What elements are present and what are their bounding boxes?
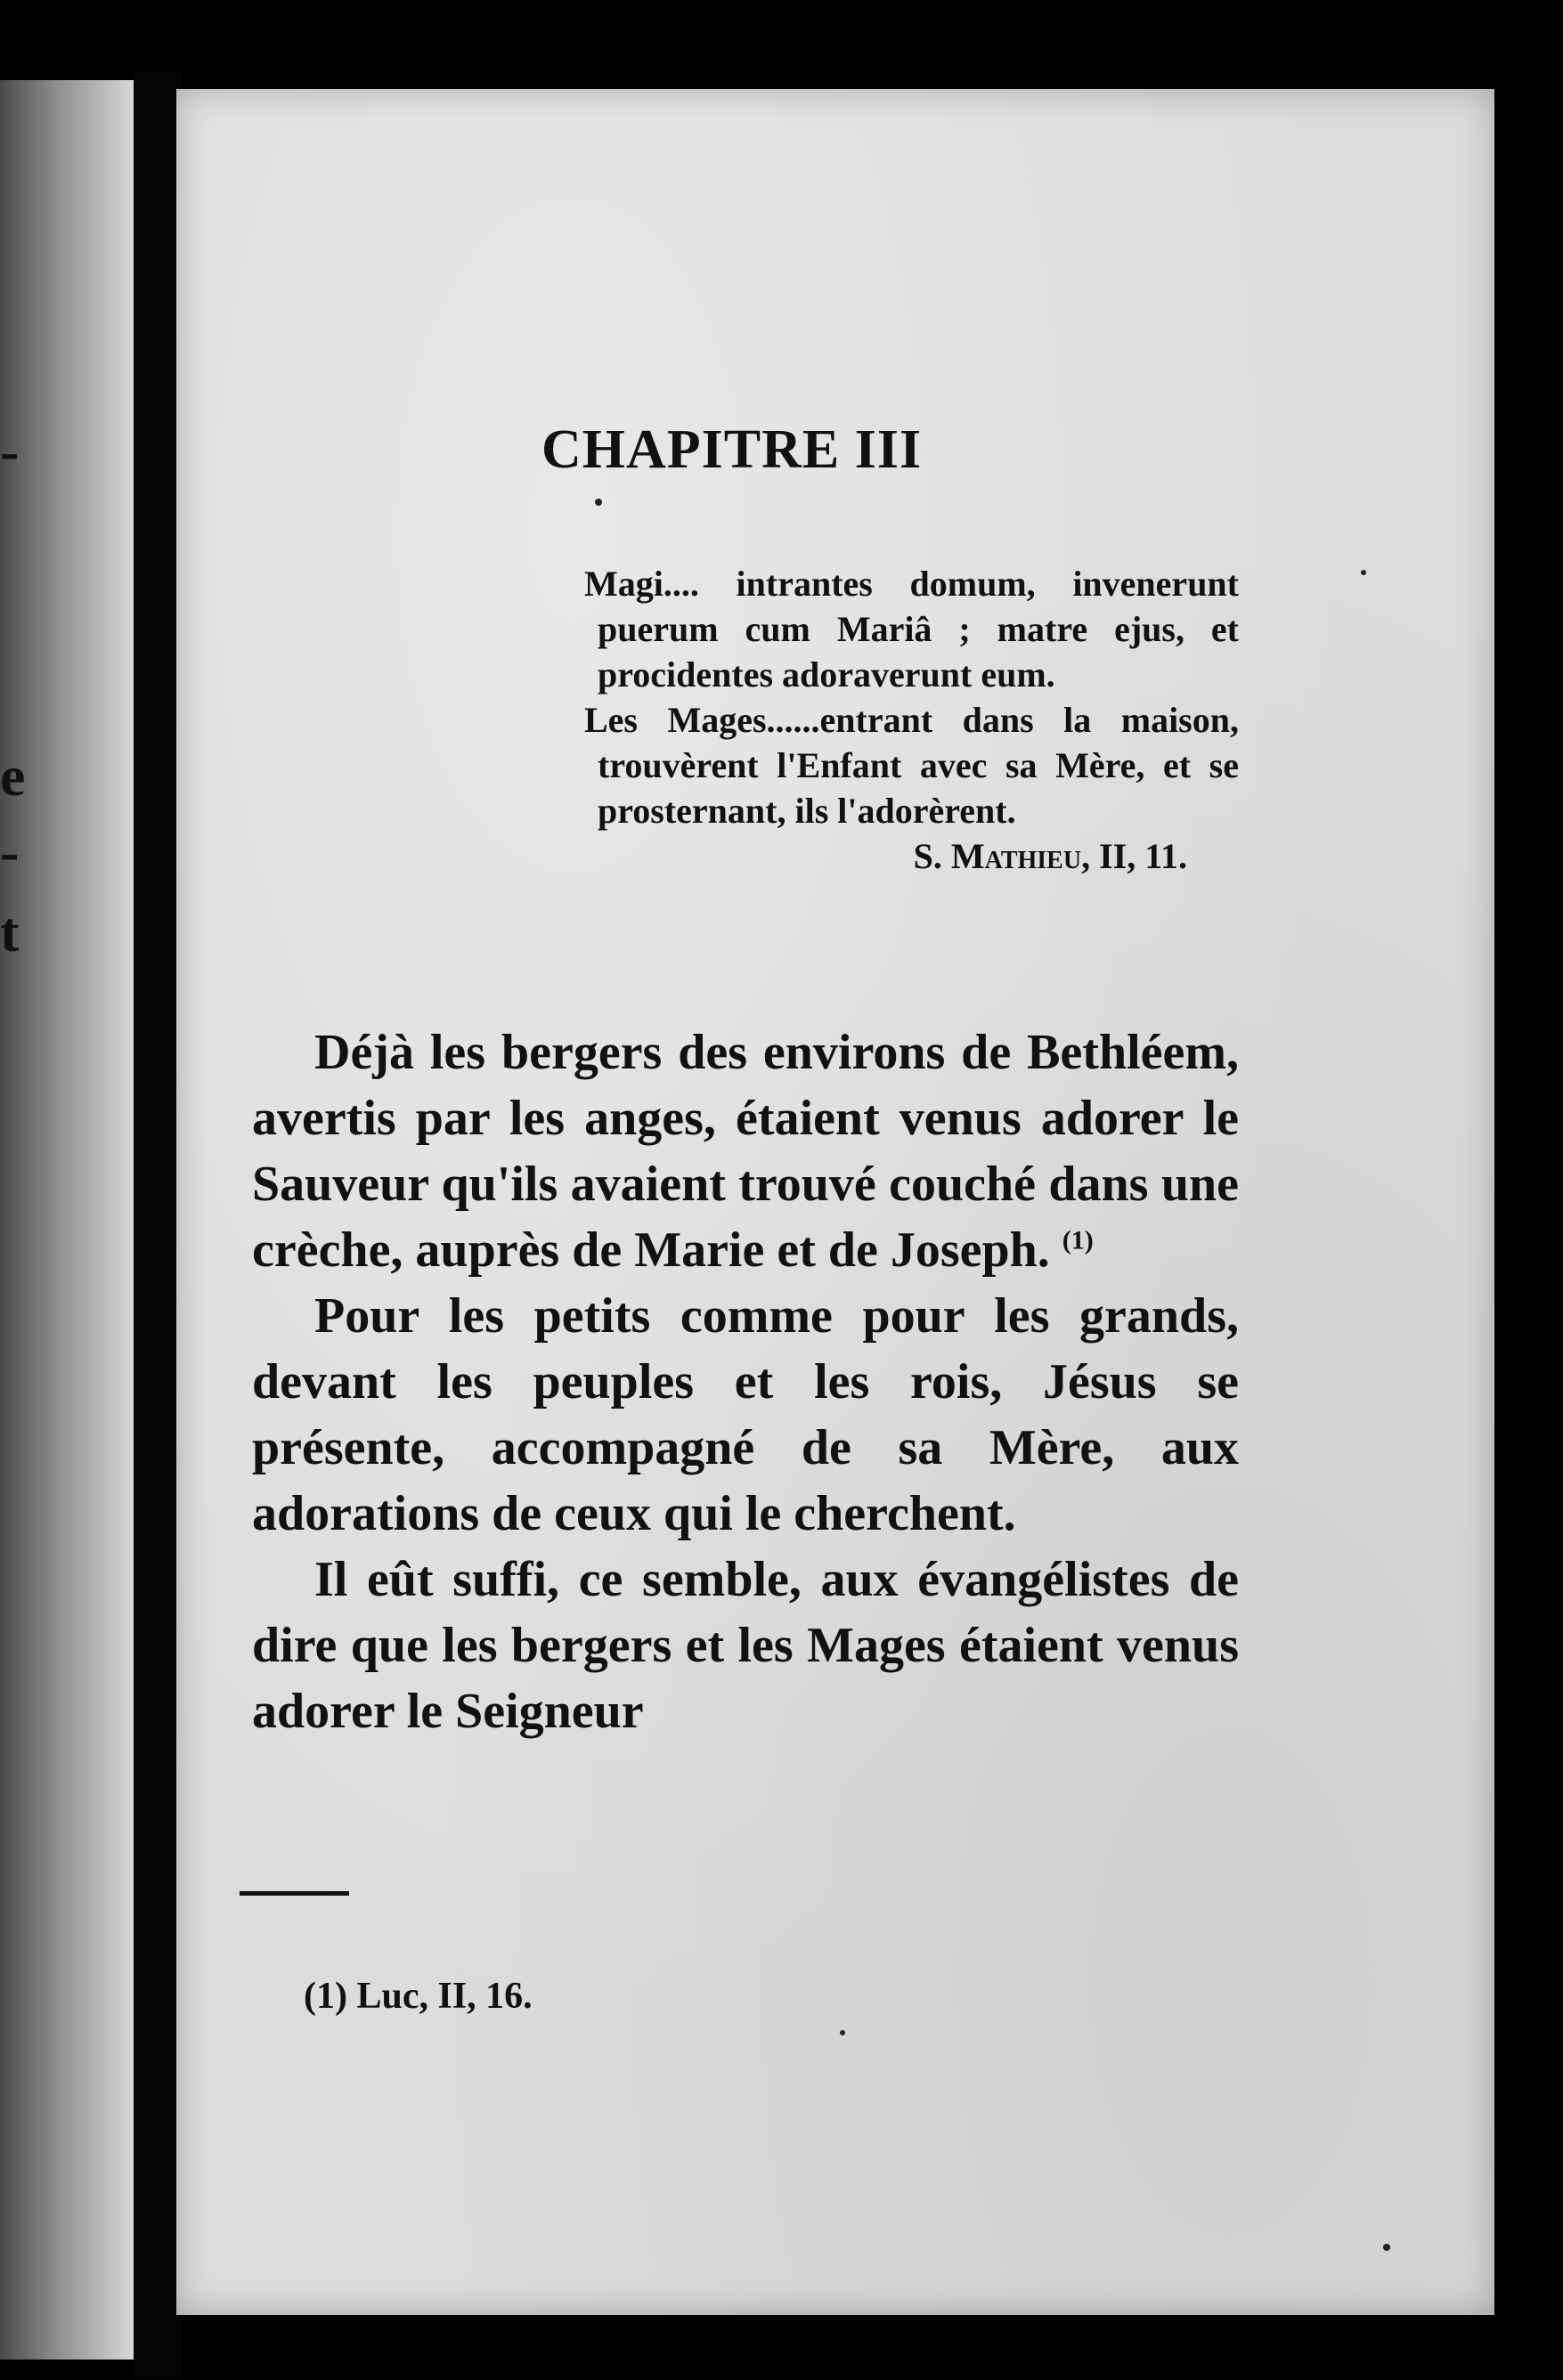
paragraph-text: Déjà les bergers des environs de Bethléem, avertis par les anges, étaient venus adorer le Sauveur qu'ils avaient trouvé couché dans une crèche, auprès de Marie et de Joseph. (252, 1025, 1239, 1278)
epigraph-attribution: S. Mathieu, II, 11. (913, 836, 1187, 876)
book-gutter (134, 71, 183, 2377)
epigraph (584, 561, 1239, 879)
facing-page-fragment: - (0, 820, 20, 883)
paragraph (252, 1019, 1239, 1283)
paragraph: Pour les petits comme pour les grands, devant les peuples et les rois, Jésus se présente, accompagné de sa Mère, aux adorations de ceux qui le cherchent. (252, 1288, 1239, 1541)
footnote: (1) Luc, II, 16. (304, 1976, 533, 2017)
facing-page-edge (0, 80, 134, 2360)
scan-speck (595, 499, 602, 506)
paragraph: Il eût suffi, ce semble, aux évangélistes de dire que les bergers et les Mages étaient venus adorer le Seigneur (252, 1552, 1239, 1739)
epigraph-latin: Magi.... intrantes domum, invenerunt puerum cum Mariâ ; matre ejus, et procidentes adoraverunt eum. (584, 564, 1239, 695)
footnote-reference: (1) (1062, 1225, 1094, 1255)
book-page (176, 89, 1494, 2315)
chapter-title: CHAPITRE III (541, 419, 923, 480)
body-text (252, 1019, 1239, 1744)
facing-page-fragment: e (0, 744, 26, 808)
scan-speck (1361, 570, 1366, 575)
footnote-rule (240, 1891, 349, 1896)
scan-speck (1383, 2244, 1390, 2251)
scan-speck (840, 2030, 845, 2035)
facing-page-fragment: t (0, 900, 20, 963)
facing-page-fragment: - (0, 419, 20, 483)
epigraph-french: Les Mages......entrant dans la maison, trouvèrent l'Enfant avec sa Mère, et se prosternant, ils l'adorèrent. (584, 700, 1239, 831)
